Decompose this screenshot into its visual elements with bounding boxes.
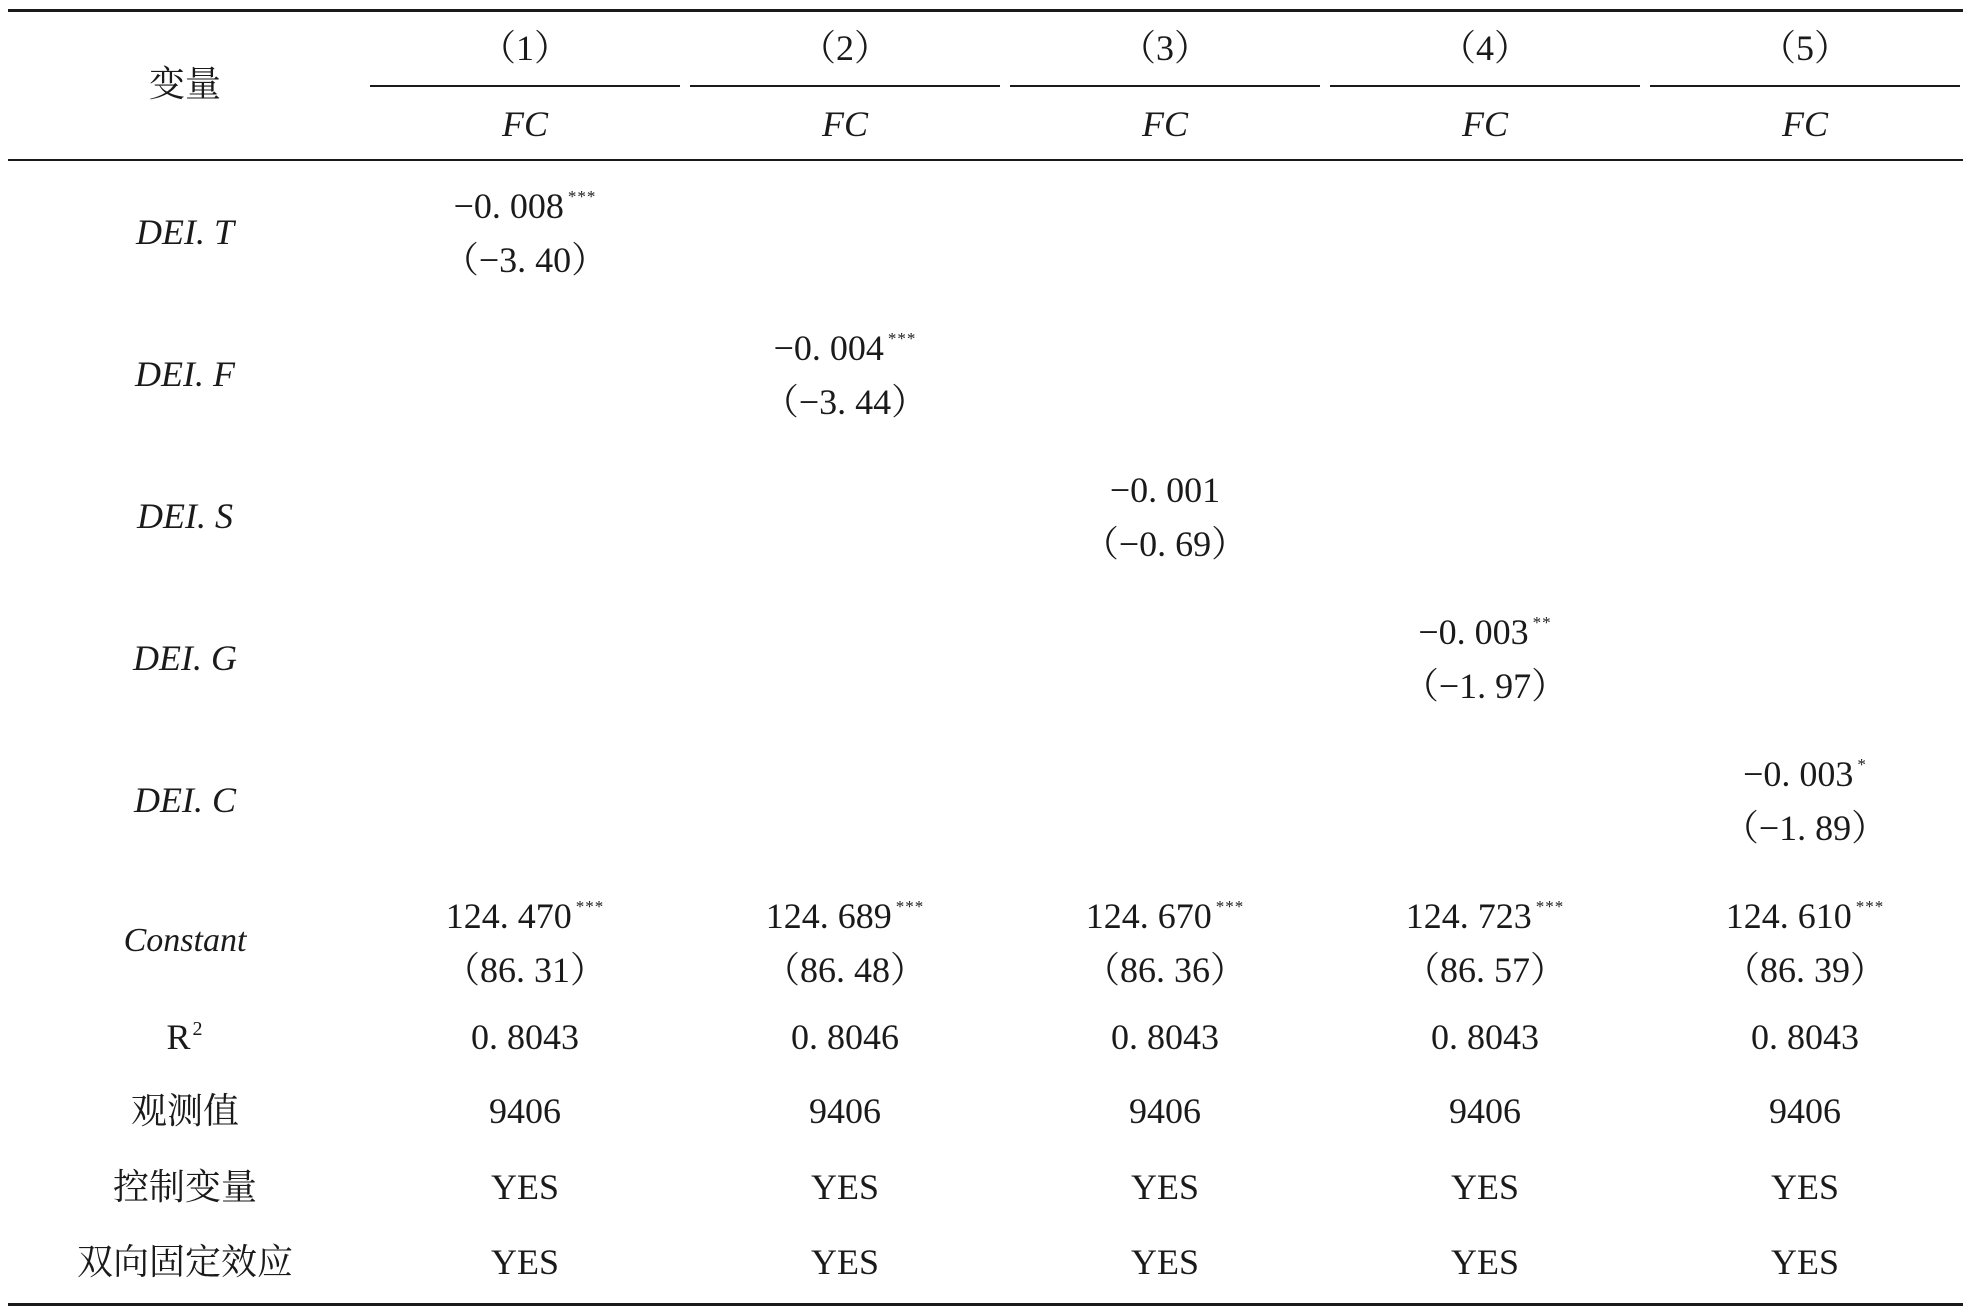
coefficient-value [1645,756,1965,792]
stat-value: 0. 8043 [1431,1017,1539,1057]
column-number: （4） [1439,28,1530,68]
stat-value: YES [1450,1167,1519,1207]
top-rule [8,9,1963,12]
row-label [0,1169,370,1205]
stat-value: YES [490,1167,559,1207]
stat-value: 0. 8046 [791,1017,899,1057]
stat-value: 9406 [1449,1091,1521,1131]
row-label: DEI. G [133,638,237,678]
dependent-variable-label: FC [1461,104,1508,144]
t-statistic: （86. 39） [1723,950,1886,990]
column-number: （3） [1119,28,1210,68]
t-statistic: （−3. 40） [442,240,608,280]
coefficient-number: 124. 689 [765,896,892,936]
column-subrule [1650,85,1960,87]
row-label: DEI. F [135,354,235,394]
row-label-text: R [166,1017,191,1057]
variable-header: 变量 [148,64,221,104]
row-label [0,1244,370,1280]
coefficient-number: −0. 008 [453,186,564,226]
stat-value: YES [810,1242,879,1282]
significance-stars: *** [895,897,925,916]
coefficient-number: 124. 670 [1085,896,1212,936]
column-subrule [370,85,680,87]
column-subrule [1010,85,1320,87]
stat-value: YES [810,1167,879,1207]
row-label: DEI. T [136,212,234,252]
stat-value: 9406 [489,1091,561,1131]
significance-stars: *** [1215,897,1245,916]
coefficient-value [685,898,1005,934]
column-number: （5） [1759,28,1850,68]
significance-stars: * [1857,755,1867,774]
row-label [0,1019,370,1055]
coefficient-value [1325,614,1645,650]
column-subrule [1330,85,1640,87]
coefficient-number: −0. 001 [1109,470,1221,510]
coefficient-value [1645,898,1965,934]
dependent-variable-label: FC [1141,104,1188,144]
coefficient-value [365,188,685,224]
row-label [0,1093,370,1129]
t-statistic: （86. 57） [1403,950,1566,990]
t-statistic: （−1. 89） [1722,808,1888,848]
stat-value: YES [1130,1242,1199,1282]
t-statistic: （−3. 44） [762,382,928,422]
significance-stars: *** [887,329,917,348]
header-rule [8,159,1963,161]
stat-value: 9406 [1129,1091,1201,1131]
coefficient-number: −0. 004 [773,328,884,368]
row-label: DEI. S [137,496,233,536]
stat-value: 9406 [809,1091,881,1131]
column-number: （1） [479,28,570,68]
stat-value: YES [490,1242,559,1282]
dependent-variable-label: FC [821,104,868,144]
t-statistic: （86. 31） [443,950,606,990]
row-label: Constant [123,922,247,959]
t-statistic: （86. 48） [763,950,926,990]
row-label-superscript: 2 [192,1018,204,1040]
coefficient-number: 124. 723 [1405,896,1532,936]
dependent-variable-label: FC [501,104,548,144]
significance-stars: *** [1855,897,1885,916]
significance-stars: *** [567,187,597,206]
row-label-text: 控制变量 [112,1167,257,1207]
dependent-variable-label: FC [1781,104,1828,144]
row-label-text: 双向固定效应 [76,1242,293,1282]
coefficient-value [1005,898,1325,934]
coefficient-value [1325,898,1645,934]
coefficient-number: −0. 003 [1418,612,1529,652]
row-label-text: 观测值 [130,1091,239,1131]
coefficient-number: 124. 610 [1725,896,1852,936]
stat-value: 9406 [1769,1091,1841,1131]
significance-stars: *** [575,897,605,916]
stat-value: YES [1770,1242,1839,1282]
coefficient-value [685,330,1005,366]
significance-stars: ** [1532,613,1552,632]
t-statistic: （−1. 97） [1402,666,1568,706]
column-number: （2） [799,28,890,68]
stat-value: 0. 8043 [471,1017,579,1057]
column-subrule [690,85,1000,87]
bottom-rule [8,1303,1963,1306]
significance-stars: *** [1535,897,1565,916]
coefficient-number: −0. 003 [1743,754,1854,794]
coefficient-value [1005,472,1325,508]
stat-value: YES [1770,1167,1839,1207]
t-statistic: （−0. 69） [1082,524,1248,564]
stat-value: 0. 8043 [1751,1017,1859,1057]
coefficient-number: 124. 470 [445,896,572,936]
coefficient-value [365,898,685,934]
stat-value: YES [1450,1242,1519,1282]
row-label: DEI. C [134,780,236,820]
stat-value: YES [1130,1167,1199,1207]
t-statistic: （86. 36） [1083,950,1246,990]
stat-value: 0. 8043 [1111,1017,1219,1057]
